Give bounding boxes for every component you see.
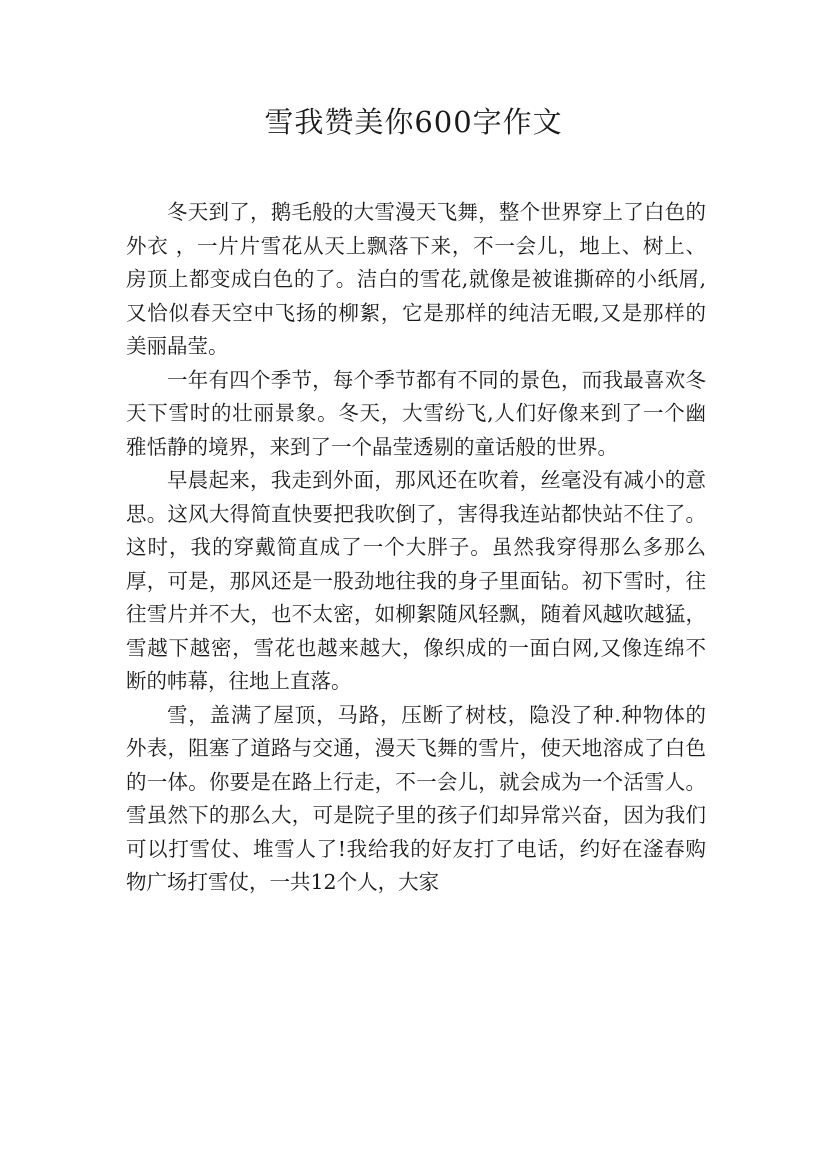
document-body — [126, 196, 706, 900]
paragraph-1: 冬天到了，鹅毛般的大雪漫天飞舞，整个世界穿上了白色的外衣 ，一片片雪花从天上飘落下来，不一会儿，地上、树上、房顶上都变成白色的了。洁白的雪花,就像是被谁撕碎的小纸屑,又恰似春天空中飞扬的柳絮，它是那样的纯洁无暇,又是那样的美丽晶莹。 — [126, 200, 706, 358]
paragraph-2: 一年有四个季节，每个季节都有不同的景色，而我最喜欢冬天下雪时的壮丽景象。冬天，大雪纷飞,人们好像来到了一个幽雅恬静的境界，来到了一个晶莹透剔的童话般的世界。 — [126, 367, 706, 459]
paragraph-3: 早晨起来，我走到外面，那风还在吹着，丝毫没有减小的意思。这风大得简直快要把我吹倒了，害得我连站都快站不住了。这时，我的穿戴简直成了一个大胖子。虽然我穿得那么多那么厚，可是，那风还是一股劲地往我的身子里面钻。初下雪时，往往雪片并不大，也不太密，如柳絮随风轻飘，随着风越吹越猛，雪越下越密，雪花也越来越大，像织成的一面白网,又像连绵不断的帏幕，往地上直落。 — [126, 468, 706, 693]
paragraph-4: 雪，盖满了屋顶，马路，压断了树枝，隐没了种.种物体的外表，阻塞了道路与交通，漫天飞舞的雪片，使天地溶成了白色的一体。你要是在路上行走，不一会儿，就会成为一个活雪人。雪虽然下的那么大，可是院子里的孩子们却异常兴奋，因为我们可以打雪仗、堆雪人了!我给我的好友打了电话，约好在滏春购物广场打雪仗，一共12个人，大家 — [126, 702, 706, 894]
document-title: 雪我赞美你600字作文 — [264, 105, 563, 139]
